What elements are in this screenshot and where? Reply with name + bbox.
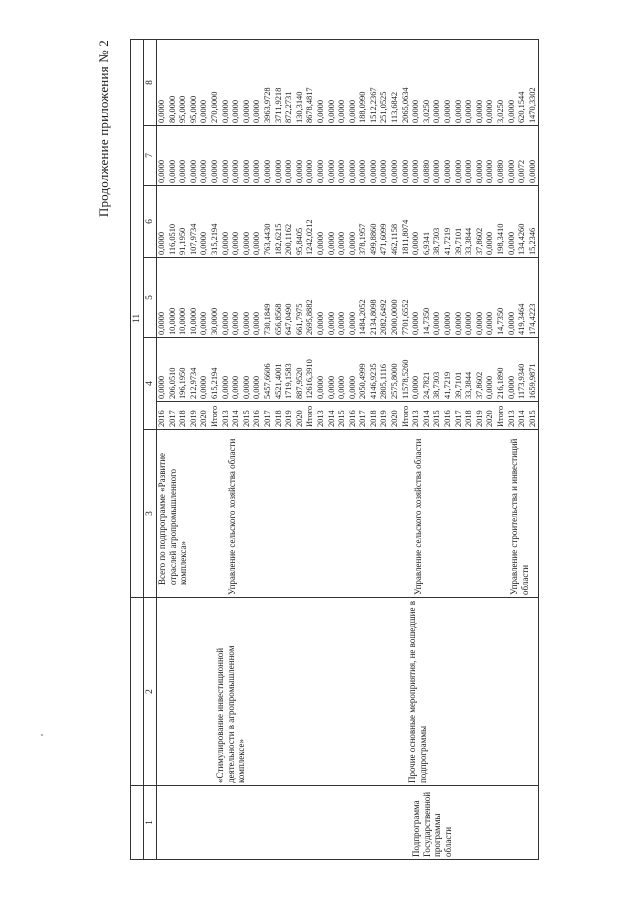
cell-c4-s2-r7: 2575,8000 [390, 363, 400, 399]
cell-c6-s0-r5: 315,2194 [209, 223, 219, 255]
cell-years-s3-r7: 2020 [485, 410, 495, 427]
cell-c8-s3-r6: 0,0000 [474, 99, 484, 123]
cell-c4-s1-r8: 12616,3910 [305, 359, 315, 399]
other-activities-label: Прочие основные мероприятия, не вошедшие в подпрограммы [407, 601, 428, 783]
cell-c6-s1-r6: 200,1162 [284, 223, 294, 255]
col-1-header: 1 [144, 786, 157, 860]
cell-c6-s1-r8: 1242,0212 [305, 219, 315, 255]
cell-years-s3-r3: 2016 [443, 410, 453, 427]
cell-c8-s1-r0: 0,0000 [220, 99, 230, 123]
cell-c6-s3-r1: 6,9341 [421, 231, 431, 255]
cell-c5-s1-r3: 0,0000 [252, 311, 262, 335]
cell-c4-s0-r1: 206,0510 [167, 367, 177, 399]
cell-c6-s3-r7: 0,0000 [485, 231, 495, 255]
cell-c5-s2-r0: 0,0000 [315, 311, 325, 335]
cell-years-s2-r5: 2018 [368, 410, 378, 427]
cell-c7-s3-r0: 0,0000 [411, 159, 421, 183]
cell-c6-s2-r0: 0,0000 [315, 231, 325, 255]
cell-c4-s1-r1: 0,0000 [231, 375, 241, 399]
cell-c7-s2-r1: 0,0000 [326, 159, 336, 183]
col-4-header: 4 [144, 338, 157, 430]
cell-c6-s2-r4: 378,1957 [358, 223, 368, 255]
cell-c8-s3-r2: 0,0000 [432, 99, 442, 123]
cell-c5-s3-r2: 0,0000 [432, 311, 442, 335]
cell-years-s4-r2: 2015 [527, 410, 537, 427]
cell-c6-s3-r8: 198,3410 [496, 223, 505, 255]
col-8-values [157, 39, 539, 125]
cell-c5-s4-r1: 419,3464 [517, 303, 527, 335]
cell-c5-s0-r4: 0,0000 [199, 311, 209, 335]
cell-c7-s2-r4: 0,0000 [358, 159, 368, 183]
rotated-sheet [90, 40, 570, 860]
col-8-header: 8 [144, 39, 157, 125]
cell-c8-s1-r6: 872,2731 [284, 91, 294, 123]
cell-c5-s2-r3: 0,0000 [347, 311, 357, 335]
col-5-list [157, 260, 538, 335]
col-3-header: 3 [144, 430, 157, 598]
cell-c7-s2-r0: 0,0000 [315, 159, 325, 183]
cell-c5-s3-r7: 0,0000 [485, 311, 495, 335]
cell-c4-s2-r5: 4146,9235 [368, 363, 378, 399]
appendix-caption: Продолжение приложения № 2 [96, 40, 111, 218]
table-body-row [157, 39, 539, 859]
cell-c7-s3-r1: 0,0880 [421, 159, 431, 183]
cell-c4-s0-r5: 615,2194 [209, 367, 219, 399]
column-number-row [144, 39, 157, 859]
cell-c8-s4-r0: 0,0000 [506, 99, 516, 123]
cell-c6-s3-r2: 38,7303 [432, 227, 442, 255]
cell-c8-s2-r3: 0,0000 [347, 99, 357, 123]
cell-c5-s3-r3: 0,0000 [443, 311, 453, 335]
cell-c4-s3-r3: 41,7219 [443, 371, 453, 399]
cell-years-s4-r0: 2013 [506, 410, 516, 427]
cell-c6-s0-r0: 0,0000 [157, 231, 166, 255]
cell-c8-s2-r0: 0,0000 [315, 99, 325, 123]
cell-c8-s2-r6: 251,0525 [379, 91, 389, 123]
cell-c7-s1-r3: 0,0000 [252, 159, 262, 183]
cell-c7-s0-r2: 0,0000 [178, 159, 188, 183]
cell-c4-s2-r1: 0,0000 [326, 375, 336, 399]
cell-c4-s2-r0: 0,0000 [315, 375, 325, 399]
cell-c8-s0-r3: 95,0000 [188, 95, 198, 123]
cell-c7-s2-r6: 0,0000 [379, 159, 389, 183]
col-4-values [157, 338, 539, 402]
cell-c7-s4-r2: 0,0000 [527, 159, 537, 183]
cell-c4-s2-r3: 0,0000 [347, 375, 357, 399]
cell-c4-s2-r6: 2805,1116 [379, 364, 389, 399]
cell-c8-s1-r3: 0,0000 [252, 99, 262, 123]
cell-c6-s2-r6: 471,6099 [379, 223, 389, 255]
cell-c5-s2-r4: 1484,2052 [358, 299, 368, 335]
cell-c7-s3-r4: 0,0000 [453, 159, 463, 183]
cell-c8-s1-r8: 8678,4817 [305, 87, 315, 123]
cell-c4-s3-r6: 37,8602 [474, 371, 484, 399]
cell-c8-s4-r1: 620,1544 [517, 91, 527, 123]
cell-c8-s4-r2: 1470,3302 [527, 87, 537, 123]
cell-c5-s3-r0: 0,0000 [411, 311, 421, 335]
cell-c4-s3-r1: 24,7821 [421, 371, 431, 399]
cell-c5-s1-r7: 661,7975 [294, 303, 304, 335]
subprogram-column [157, 598, 539, 786]
cell-c5-s0-r0: 0,0000 [157, 311, 166, 335]
years-column [157, 402, 539, 430]
cell-c7-s4-r0: 0,0000 [506, 159, 516, 183]
construction-dept-label: Управление строительства и инвестиций области [509, 438, 530, 595]
col-8-list [157, 42, 538, 123]
cell-years-s1-r5: 2018 [273, 410, 283, 427]
cell-c4-s0-r4: 0,0000 [199, 375, 209, 399]
cell-c7-s2-r8: 0,0000 [400, 159, 410, 183]
cell-years-s2-r0: 2013 [315, 410, 325, 427]
cell-c4-s4-r0: 0,0000 [506, 375, 516, 399]
cell-c7-s2-r2: 0,0000 [337, 159, 347, 183]
cell-c5-s2-r8: 7701,6552 [400, 299, 410, 335]
cell-c4-s1-r0: 0,0000 [220, 375, 230, 399]
cell-c8-s3-r1: 3,0250 [421, 99, 431, 123]
cell-c8-s3-r0: 0,0000 [411, 99, 421, 123]
cell-years-s1-r1: 2014 [231, 410, 241, 427]
col-7-header: 7 [144, 126, 157, 186]
years-list [157, 404, 538, 427]
cell-c6-s4-r0: 0,0000 [506, 231, 516, 255]
cell-c5-s4-r0: 0,0000 [506, 311, 516, 335]
cell-c6-s2-r1: 0,0000 [326, 231, 336, 255]
cell-c4-s4-r1: 1173,9340 [517, 363, 527, 399]
cell-years-s2-r4: 2017 [358, 410, 368, 427]
cell-c5-s1-r0: 0,0000 [220, 311, 230, 335]
cell-c7-s1-r0: 0,0000 [220, 159, 230, 183]
cell-c5-s1-r1: 0,0000 [231, 311, 241, 335]
cell-c5-s3-r1: 14,7350 [421, 307, 431, 335]
cell-c4-s2-r4: 2050,4999 [358, 363, 368, 399]
cell-c5-s0-r2: 10,0000 [178, 307, 188, 335]
cell-c6-s2-r3: 0,0000 [347, 231, 357, 255]
cell-c6-s2-r2: 0,0000 [337, 231, 347, 255]
col-7-values [157, 126, 539, 186]
cell-c6-s0-r1: 116,0510 [167, 223, 177, 255]
cell-years-s2-r8: Итого [400, 405, 410, 427]
appendix-table [130, 39, 539, 860]
cell-c4-s3-r7: 0,0000 [485, 375, 495, 399]
executor-column [157, 430, 539, 598]
cell-c5-s0-r3: 10,0000 [188, 307, 198, 335]
cell-c7-s4-r1: 0,0072 [517, 159, 527, 183]
subprogram-investment-label: «Стимулирование инвестиционной деятельности в агропромышленном комплексе» [215, 645, 247, 783]
cell-c6-s1-r0: 0,0000 [220, 231, 230, 255]
cell-years-s3-r6: 2019 [474, 410, 484, 427]
col-6-list [157, 188, 538, 255]
cell-c6-s0-r3: 107,9734 [188, 223, 198, 255]
cell-c4-s3-r8: 216,1890 [496, 367, 505, 399]
cell-c6-s4-r2: 15,2346 [527, 227, 537, 255]
cell-years-s0-r4: 2020 [199, 410, 209, 427]
cell-c4-s3-r4: 39,7101 [453, 371, 463, 399]
cell-c5-s3-r8: 14,7350 [496, 307, 505, 335]
cell-years-s0-r3: 2019 [188, 410, 198, 427]
cell-c8-s3-r8: 3,0250 [496, 99, 505, 123]
cell-c8-s2-r2: 0,0000 [337, 99, 347, 123]
cell-c5-s2-r1: 0,0000 [326, 311, 336, 335]
cell-c5-s3-r5: 0,0000 [464, 311, 474, 335]
cell-c8-s2-r7: 113,6842 [390, 91, 400, 123]
col-6-header: 6 [144, 186, 157, 258]
cell-years-s2-r2: 2015 [337, 410, 347, 427]
cell-c8-s0-r2: 95,0000 [178, 95, 188, 123]
cell-c7-s0-r4: 0,0000 [199, 159, 209, 183]
cell-c8-s2-r4: 188,0990 [358, 91, 368, 123]
cell-c5-s0-r1: 10,0000 [167, 307, 177, 335]
cell-c5-s2-r7: 2000,0000 [390, 299, 400, 335]
cell-c8-s1-r1: 0,0000 [231, 99, 241, 123]
cell-c7-s1-r2: 0,0000 [241, 159, 251, 183]
cell-c8-s0-r5: 270,0000 [209, 91, 219, 123]
cell-c7-s0-r0: 0,0000 [157, 159, 166, 183]
cell-c6-s3-r5: 33,3844 [464, 227, 474, 255]
cell-years-s1-r6: 2019 [284, 410, 294, 427]
cell-c4-s2-r2: 0,0000 [337, 375, 347, 399]
cell-c8-s3-r3: 0,0000 [443, 99, 453, 123]
cell-c7-s1-r4: 0,0000 [262, 159, 272, 183]
program-cell [157, 786, 539, 860]
cell-c4-s0-r0: 0,0000 [157, 375, 166, 399]
col-5-header: 5 [144, 258, 157, 338]
cell-c4-s3-r0: 0,0000 [411, 375, 421, 399]
cell-c8-s3-r7: 0,0000 [485, 99, 495, 123]
cell-c5-s3-r4: 0,0000 [453, 311, 463, 335]
cell-c7-s1-r1: 0,0000 [231, 159, 241, 183]
cell-years-s1-r3: 2016 [252, 410, 262, 427]
cell-c5-s1-r5: 656,8568 [273, 303, 283, 335]
cell-c5-s3-r6: 0,0000 [474, 311, 484, 335]
cell-years-s3-r4: 2017 [453, 410, 463, 427]
cell-c4-s1-r4: 5457,6606 [262, 363, 272, 399]
cell-years-s0-r2: 2018 [178, 410, 188, 427]
cell-c5-s2-r5: 2134,8098 [368, 299, 378, 335]
cell-years-s1-r8: Итого [305, 405, 315, 427]
col-4-list [157, 340, 538, 399]
cell-c8-s0-r0: 0,0000 [157, 99, 166, 123]
cell-c7-s3-r5: 0,0000 [464, 159, 474, 183]
cell-c4-s2-r8: 11578,5260 [400, 359, 410, 399]
cell-c6-s2-r8: 1811,8074 [400, 219, 410, 255]
agriculture-dept-label-2: Управление сельского хозяйства области [413, 438, 423, 595]
cell-years-s3-r1: 2014 [421, 410, 431, 427]
cell-c7-s3-r3: 0,0000 [443, 159, 453, 183]
cell-c7-s2-r7: 0,0000 [390, 159, 400, 183]
cell-years-s3-r2: 2015 [432, 410, 442, 427]
cell-c6-s1-r4: 763,4430 [262, 223, 272, 255]
cell-c8-s2-r1: 0,0000 [326, 99, 336, 123]
cell-years-s3-r8: Итого [496, 405, 505, 427]
cell-c7-s1-r7: 0,0000 [294, 159, 304, 183]
cell-c7-s1-r5: 0,0000 [273, 159, 283, 183]
cell-c5-s1-r4: 730,1849 [262, 303, 272, 335]
cell-c7-s3-r2: 0,0000 [432, 159, 442, 183]
subprogram-total-label: Всего по подпрограмме «Развитие отраслей агропромышленного комплекса» [157, 452, 189, 585]
cell-c5-s2-r2: 0,0000 [337, 311, 347, 335]
cell-c5-s1-r2: 0,0000 [241, 311, 251, 335]
cell-c4-s0-r3: 212,9734 [188, 367, 198, 399]
cell-c4-s1-r2: 0,0000 [241, 375, 251, 399]
cell-c5-s2-r6: 2082,6492 [379, 299, 389, 335]
cell-c7-s0-r1: 0,0000 [167, 159, 177, 183]
cell-c8-s0-r4: 0,0000 [199, 99, 209, 123]
cell-c8-s2-r8: 2065,0634 [400, 87, 410, 123]
cell-years-s0-r5: Итого [209, 405, 219, 427]
cell-c6-s1-r1: 0,0000 [231, 231, 241, 255]
cell-c7-s3-r8: 0,0880 [496, 159, 505, 183]
cell-c8-s2-r5: 1512,2367 [368, 87, 378, 123]
cell-years-s2-r1: 2014 [326, 410, 336, 427]
cell-c4-s4-r2: 1659,9871 [527, 363, 537, 399]
merged-header-cell: 11 [131, 39, 144, 597]
cell-years-s2-r6: 2019 [379, 410, 389, 427]
cell-years-s3-r5: 2018 [464, 410, 474, 427]
cell-c4-s1-r6: 1719,1583 [284, 363, 294, 399]
cell-c5-s1-r6: 647,0490 [284, 303, 294, 335]
cell-c5-s4-r2: 174,4223 [527, 303, 537, 335]
cell-c6-s4-r1: 134,4260 [517, 223, 527, 255]
cell-c6-s3-r0: 0,0000 [411, 231, 421, 255]
col-5-values [157, 258, 539, 338]
cell-c6-s1-r2: 0,0000 [241, 231, 251, 255]
cell-c7-s2-r3: 0,0000 [347, 159, 357, 183]
cell-c7-s0-r5: 0,0000 [209, 159, 219, 183]
cell-c5-s0-r5: 30,0000 [209, 307, 219, 335]
cell-years-s1-r7: 2020 [294, 410, 304, 427]
cell-c6-s2-r5: 499,8860 [368, 223, 378, 255]
cell-c6-s3-r4: 39,7101 [453, 227, 463, 255]
cell-c8-s1-r4: 3963,9728 [262, 87, 272, 123]
cell-c8-s3-r5: 0,0000 [464, 99, 474, 123]
cell-c7-s1-r6: 0,0000 [284, 159, 294, 183]
cell-c4-s0-r2: 196,1950 [178, 367, 188, 399]
cell-years-s3-r0: 2013 [411, 410, 421, 427]
cell-years-s1-r0: 2013 [220, 410, 230, 427]
cell-c6-s1-r3: 0,0000 [252, 231, 262, 255]
cell-c8-s1-r5: 3711,9218 [273, 87, 283, 123]
cell-c5-s1-r8: 2695,8882 [305, 299, 315, 335]
cell-years-s0-r1: 2017 [167, 410, 177, 427]
cell-c7-s2-r5: 0,0000 [368, 159, 378, 183]
cell-years-s4-r1: 2014 [517, 410, 527, 427]
cell-c8-s3-r4: 0,0000 [453, 99, 463, 123]
cell-c6-s3-r6: 37,8602 [474, 227, 484, 255]
cell-c4-s1-r7: 887,9520 [294, 367, 304, 399]
program-label: Подпрограмма Государственной программы области [411, 791, 453, 857]
cell-c6-s1-r7: 95,8405 [294, 227, 304, 255]
cell-c7-s0-r3: 0,0000 [188, 159, 198, 183]
cell-c6-s3-r3: 41,7219 [443, 227, 453, 255]
cell-c4-s1-r3: 0,0000 [252, 375, 262, 399]
agriculture-dept-label-1: Управление сельского хозяйства области [227, 438, 237, 595]
cell-c7-s1-r8: 0,0000 [305, 159, 315, 183]
scan-speck [41, 734, 43, 736]
col-2-header: 2 [144, 598, 157, 786]
cell-c8-s1-r2: 0,0000 [241, 99, 251, 123]
cell-c6-s1-r5: 182,6215 [273, 223, 283, 255]
cell-c8-s1-r7: 130,3140 [294, 91, 304, 123]
cell-c4-s3-r5: 33,3844 [464, 371, 474, 399]
cell-years-s0-r0: 2016 [157, 410, 166, 427]
col-6-values [157, 186, 539, 258]
cell-years-s1-r4: 2017 [262, 410, 272, 427]
cell-c7-s3-r6: 0,0000 [474, 159, 484, 183]
cell-c4-s1-r5: 4521,4001 [273, 363, 283, 399]
cell-c8-s0-r1: 80,0000 [167, 95, 177, 123]
cell-c7-s3-r7: 0,0000 [485, 159, 495, 183]
col-7-list [157, 128, 538, 183]
cell-c6-s2-r7: 462,1158 [390, 223, 400, 255]
cell-c4-s3-r2: 38,7303 [432, 371, 442, 399]
cell-years-s2-r3: 2016 [347, 410, 357, 427]
cell-c6-s0-r4: 0,0000 [199, 231, 209, 255]
cell-years-s2-r7: 2020 [390, 410, 400, 427]
cell-c6-s0-r2: 91,1950 [178, 227, 188, 255]
cell-years-s1-r2: 2015 [241, 410, 251, 427]
merged-header-row [131, 39, 144, 859]
